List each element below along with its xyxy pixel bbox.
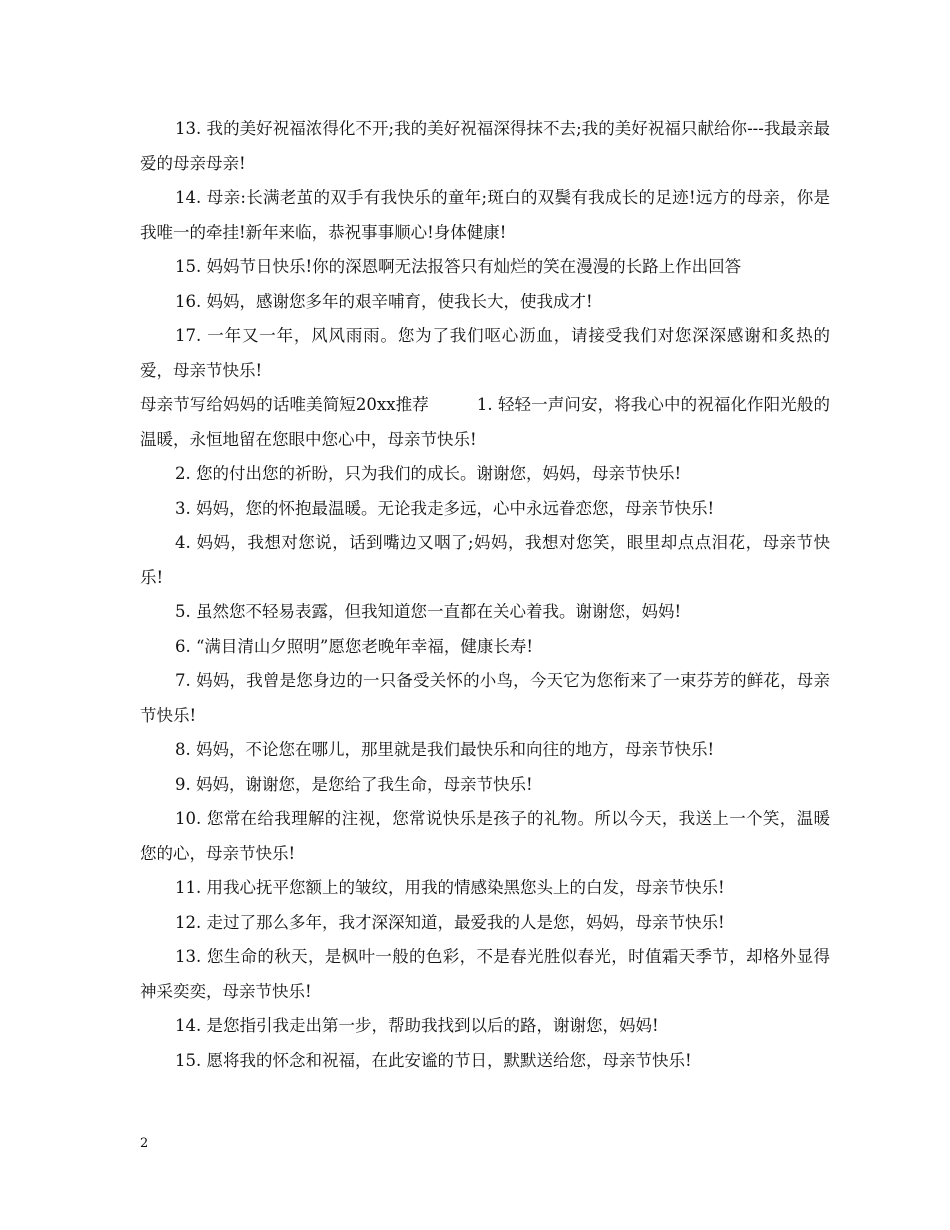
list-item-5: 5. 虽然您不轻易表露，但我知道您一直都在关心着我。谢谢您，妈妈! (175, 602, 682, 621)
section-heading-paragraph (140, 388, 830, 457)
list-item-12: 12. 走过了那么多年，我才深深知道，最爱我的人是您，妈妈，母亲节快乐! (175, 912, 725, 932)
paragraph-14: 14. 母亲:长满老茧的双手有我快乐的童年;斑白的双鬓有我成长的足迹!远方的母亲，你是我唯一的牵挂!新年来临，恭祝事事顺心!身体健康! (140, 188, 830, 242)
page-number: 2 (140, 1136, 149, 1151)
list-item-7: 7. 妈妈，我曾是您身边的一只备受关怀的小鸟，今天它为您衔来了一束芬芳的鲜花，母亲节快乐! (140, 671, 830, 725)
paragraph-16: 16. 妈妈，感谢您多年的艰辛哺育，使我长大，使我成才! (175, 291, 593, 311)
list-item-13: 13. 您生命的秋天，是枫叶一般的色彩，不是春光胜似春光，时值霜天季节，却格外显得神采奕奕，母亲节快乐! (140, 947, 830, 1001)
list-item-14: 14. 是您指引我走出第一步，帮助我找到以后的路，谢谢您，妈妈! (175, 1016, 659, 1035)
paragraph-15: 15. 妈妈节日快乐!你的深恩啊无法报答只有灿烂的笑在漫漫的长路上作出回答 (175, 257, 742, 276)
list-item-11: 11. 用我心抚平您额上的皱纹，用我的情感染黑您头上的白发，母亲节快乐! (175, 878, 725, 897)
list-item-6: 6. “满目清山夕照明”愿您老晚年幸福，健康长寿! (175, 636, 533, 656)
list-item-8: 8. 妈妈，不论您在哪儿，那里就是我们最快乐和向往的地方，母亲节快乐! (175, 740, 715, 759)
list-item-2: 2. 您的付出您的祈盼，只为我们的成长。谢谢您，妈妈，母亲节快乐! (175, 464, 682, 483)
paragraph-17: 17. 一年又一年，风风雨雨。您为了我们呕心沥血，请接受我们对您深深感谢和炙热的爱，母亲节快乐! (140, 326, 830, 380)
list-item-1: 1. 轻轻一声问安，将我心中的祝福化作阳光般的温暖，永恒地留在您眼中您心中，母亲节快乐! (140, 395, 830, 449)
document-body (140, 112, 830, 1078)
list-item-4: 4. 妈妈，我想对您说，话到嘴边又咽了;妈妈，我想对您笑，眼里却点点泪花，母亲节快乐! (140, 533, 830, 587)
list-item-15: 15. 愿将我的怀念和祝福，在此安谧的节日，默默送给您，母亲节快乐! (175, 1050, 692, 1070)
list-item-10: 10. 您常在给我理解的注视，您常说快乐是孩子的礼物。所以今天，我送上一个笑，温暖您的心，母亲节快乐! (140, 809, 830, 863)
list-item-3: 3. 妈妈，您的怀抱最温暖。无论我走多远，心中永远眷恋您，母亲节快乐! (175, 498, 715, 518)
paragraph-13: 13. 我的美好祝福浓得化不开;我的美好祝福深得抹不去;我的美好祝福只献给你---我最亲最爱的母亲母亲! (140, 119, 830, 173)
list-item-9: 9. 妈妈，谢谢您，是您给了我生命，母亲节快乐! (175, 774, 533, 794)
section-heading: 母亲节写给妈妈的话唯美简短20xx推荐 (140, 395, 429, 414)
